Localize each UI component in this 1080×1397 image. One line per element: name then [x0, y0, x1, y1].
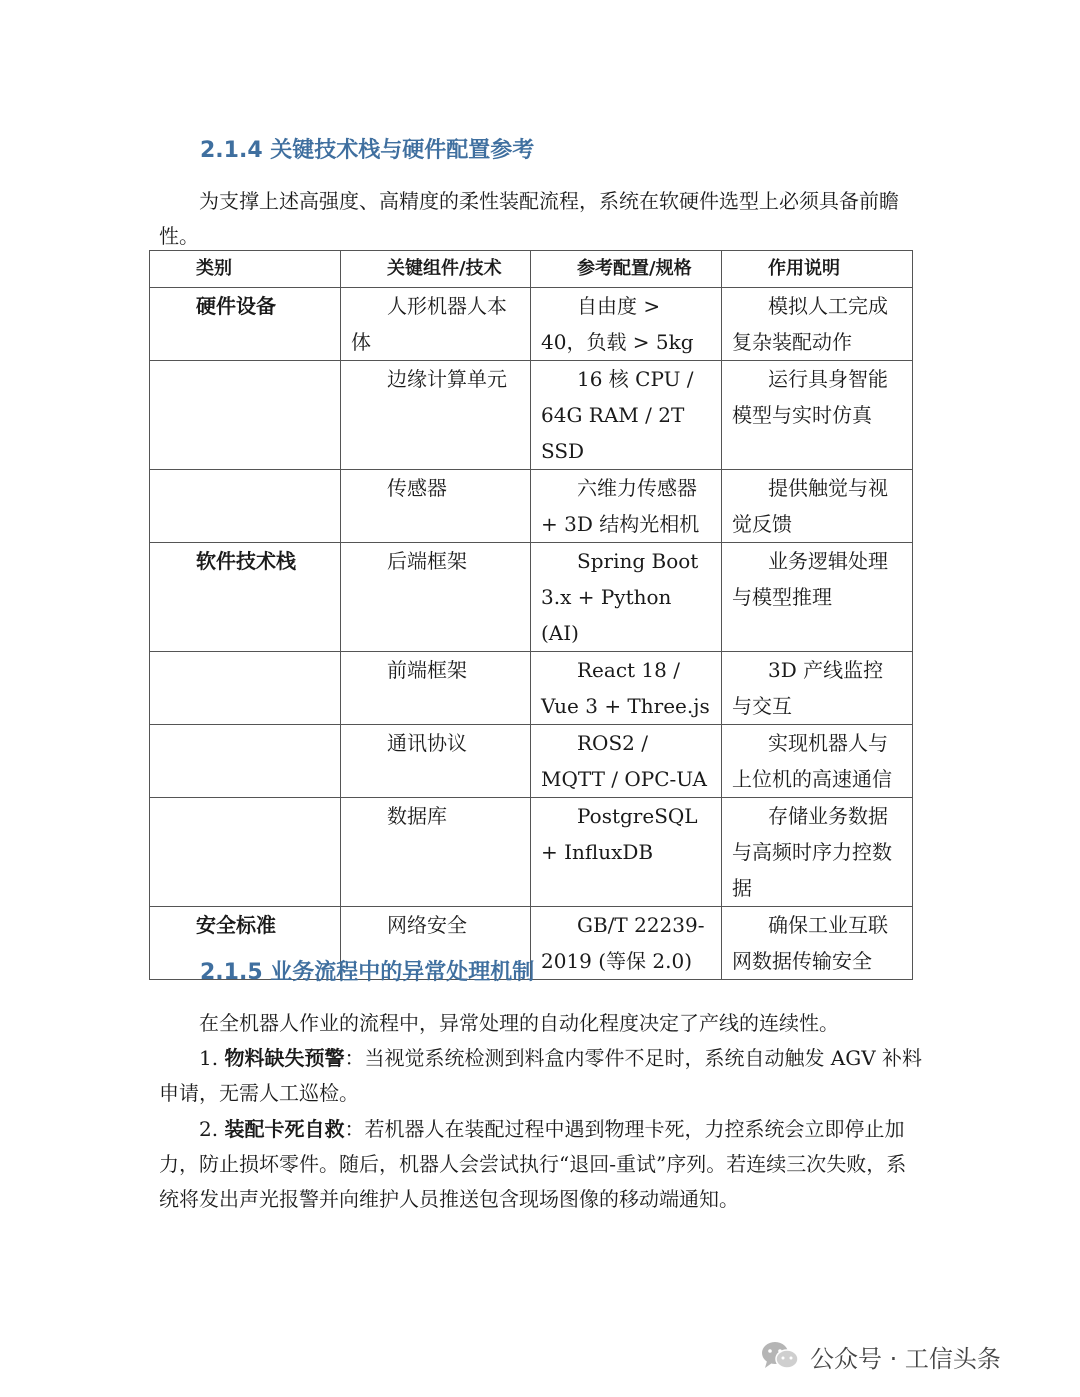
- list-item: [159, 1041, 923, 1111]
- component-cell: 后端框架: [341, 543, 531, 652]
- category-cell: [150, 798, 341, 907]
- category-cell: 硬件设备: [150, 288, 341, 361]
- table-row: [150, 725, 913, 798]
- column-header-component: 关键组件/技术: [341, 251, 531, 288]
- column-header-spec: 参考配置/规格: [531, 251, 722, 288]
- table-header-row: [150, 251, 913, 288]
- table-row: [150, 652, 913, 725]
- column-header-purpose: 作用说明: [722, 251, 913, 288]
- spec-cell: React 18 / Vue 3 + Three.js: [531, 652, 722, 725]
- purpose-cell: 存储业务数据与高频时序力控数据: [722, 798, 913, 907]
- spec-cell: 六维力传感器 + 3D 结构光相机: [531, 470, 722, 543]
- footer-text: 公众号 · 工信头条: [810, 1344, 1001, 1373]
- spec-cell: PostgreSQL + InfluxDB: [531, 798, 722, 907]
- list-item-label: 物料缺失预警: [224, 1046, 345, 1070]
- category-cell: [150, 725, 341, 798]
- category-cell: 安全标准: [150, 907, 341, 980]
- tech-stack-table: [149, 250, 913, 980]
- footer-watermark: [760, 1336, 1001, 1376]
- table-row: [150, 361, 913, 470]
- list-item-text: ：若机器人在装配过程中遇到物理卡死，力控系统会立即停止加力，防止损坏零件。随后，机器人会尝试执行“退回-重试”序列。若连续三次失败，系统将发出声光报警并向维护人员推送包含现场图像的移动端通知。: [159, 1117, 907, 1211]
- table-row: [150, 470, 913, 543]
- component-cell: 边缘计算单元: [341, 361, 531, 470]
- spec-cell: ROS2 / MQTT / OPC-UA: [531, 725, 722, 798]
- component-cell: 人形机器人本体: [341, 288, 531, 361]
- spec-cell: GB/T 22239-2019 (等保 2.0): [531, 907, 722, 980]
- table-row: [150, 288, 913, 361]
- purpose-cell: 业务逻辑处理与模型推理: [722, 543, 913, 652]
- category-cell: 软件技术栈: [150, 543, 341, 652]
- column-header-category: 类别: [150, 251, 341, 288]
- section-intro-paragraph: 为支撑上述高强度、高精度的柔性装配流程，系统在软硬件选型上必须具备前瞻性。: [159, 189, 899, 248]
- component-cell: 前端框架: [341, 652, 531, 725]
- category-cell: [150, 361, 341, 470]
- spec-cell: 16 核 CPU / 64G RAM / 2T SSD: [531, 361, 722, 470]
- purpose-cell: 提供触觉与视觉反馈: [722, 470, 913, 543]
- purpose-cell: 确保工业互联网数据传输安全: [722, 907, 913, 980]
- category-cell: [150, 470, 341, 543]
- table-row: [150, 543, 913, 652]
- component-cell: 通讯协议: [341, 725, 531, 798]
- list-item: [159, 1112, 923, 1217]
- purpose-cell: 模拟人工完成复杂装配动作: [722, 288, 913, 361]
- component-cell: 传感器: [341, 470, 531, 543]
- category-cell: [150, 652, 341, 725]
- purpose-cell: 3D 产线监控与交互: [722, 652, 913, 725]
- list-item-text: ：当视觉系统检测到料盒内零件不足时，系统自动触发 AGV 补料申请，无需人工巡检。: [159, 1046, 923, 1105]
- section-intro-paragraph: 在全机器人作业的流程中，异常处理的自动化程度决定了产线的连续性。: [199, 1011, 839, 1035]
- purpose-cell: 运行具身智能模型与实时仿真: [722, 361, 913, 470]
- spec-cell: 自由度 > 40，负载 > 5kg: [531, 288, 722, 361]
- table-row: [150, 798, 913, 907]
- list-item-label: 装配卡死自救: [224, 1117, 345, 1141]
- component-cell: 网络安全: [341, 907, 531, 980]
- purpose-cell: 实现机器人与上位机的高速通信: [722, 725, 913, 798]
- list-item-number: 2.: [199, 1117, 219, 1141]
- spec-cell: Spring Boot 3.x + Python (AI): [531, 543, 722, 652]
- section-title-2-1-5: 2.1.5 业务流程中的异常处理机制: [200, 960, 535, 985]
- section-title-2-1-4: 2.1.4 关键技术栈与硬件配置参考: [200, 138, 535, 163]
- list-item-number: 1.: [199, 1046, 219, 1070]
- wechat-icon: [760, 1339, 800, 1373]
- component-cell: 数据库: [341, 798, 531, 907]
